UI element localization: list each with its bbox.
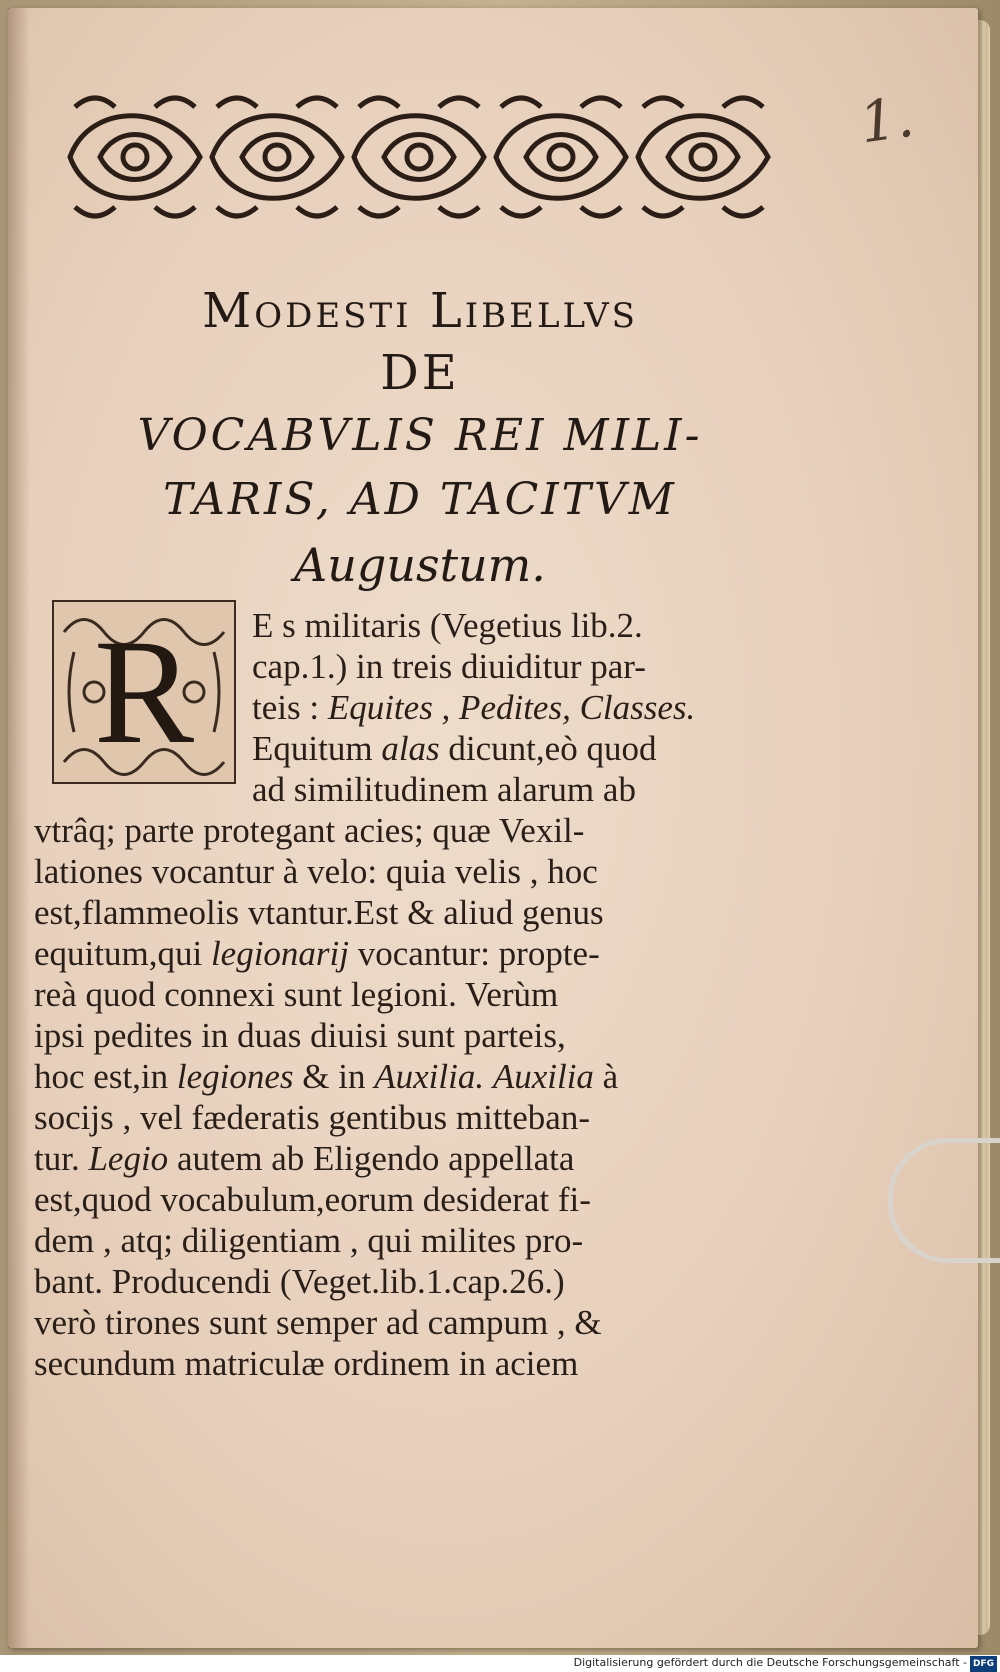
text-line: teis : Equites , Pedites, Classes. xyxy=(252,688,696,727)
title-line-3: VOCABVLIS REI MILI- xyxy=(137,410,703,461)
footer-text: Digitalisierung gefördert durch die Deutsche Forschungsgemeinschaft - xyxy=(573,1656,967,1669)
digitization-footer xyxy=(0,1655,1000,1671)
text-line: dem , atq; diligentiam , qui milites pro- xyxy=(34,1221,584,1260)
text-line: reà quod connexi sunt legioni. Verùm xyxy=(34,975,559,1014)
title-line-1: Modesti Libellvs xyxy=(202,283,638,339)
text-line: est,quod vocabulum,eorum desiderat fi- xyxy=(34,1180,591,1219)
title-line-5: Augustum. xyxy=(294,538,546,592)
initial-letter: R xyxy=(93,609,195,775)
page-clip xyxy=(888,1138,1000,1263)
text-line: hoc est,in legiones & in Auxilia. Auxilia à xyxy=(34,1057,619,1096)
title-line-4: TARIS, AD TACITVM xyxy=(163,474,677,525)
body-text xyxy=(34,605,779,1384)
text-line: verò tirones sunt semper ad campum , & xyxy=(34,1303,602,1342)
text-line: E s militaris (Vegetius lib.2. xyxy=(252,606,643,645)
title-block xyxy=(60,280,780,598)
title-line-2: DE xyxy=(380,345,460,401)
text-line: bant. Producendi (Veget.lib.1.cap.26.) xyxy=(34,1262,565,1301)
text-line: ad similitudinem alarum ab xyxy=(252,770,636,809)
page-number: 1. xyxy=(855,84,918,157)
text-line: tur. Legio autem ab Eligendo appellata xyxy=(34,1139,575,1178)
dfg-logo: DFG xyxy=(970,1656,997,1672)
text-line: cap.1.) in treis diuiditur par- xyxy=(252,647,646,686)
ornament-unit xyxy=(70,98,200,216)
text-line: equitum,qui legionarij vocantur: propte- xyxy=(34,934,600,973)
text-line: secundum matriculæ ordinem in aciem xyxy=(34,1344,579,1383)
text-line: lationes vocantur à velo: quia velis , hoc xyxy=(34,852,598,891)
text-line: vtrâq; parte protegant acies; quæ Vexil- xyxy=(34,811,585,850)
text-line: Equitum alas dicunt,eò quod xyxy=(252,729,657,768)
ornamental-headpiece xyxy=(60,82,780,232)
binding-shadow xyxy=(8,8,30,1648)
text-line: est,flammeolis vtantur.Est & aliud genus xyxy=(34,893,604,932)
text-line: ipsi pedites in duas diuisi sunt parteis, xyxy=(34,1016,566,1055)
text-line: socijs , vel fæderatis gentibus mitteban- xyxy=(34,1098,591,1137)
